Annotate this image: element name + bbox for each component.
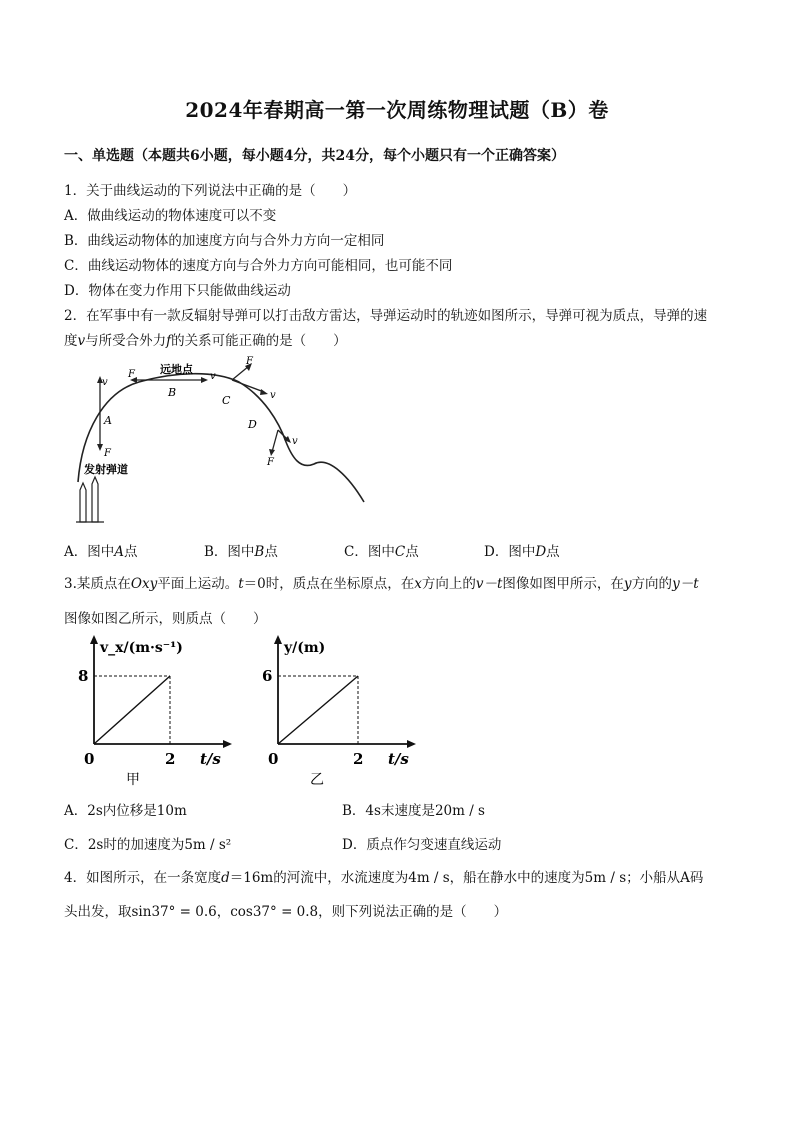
b-v-label: v <box>210 371 216 382</box>
graph-yi-y-label: y/(m) <box>284 640 326 656</box>
c-f-label: F <box>246 356 253 367</box>
q2-option-c: C．图中C点 <box>344 544 419 560</box>
b-f-label: F <box>128 369 135 380</box>
graph-yi-y-tick: 6 <box>262 667 273 685</box>
q1-option-a: A．做曲线运动的物体速度可以不变 <box>64 208 277 224</box>
graph-yi-line <box>278 676 358 744</box>
graph-jia-x-tick: 2 <box>165 750 176 768</box>
graph-jia-x-label: t/s <box>200 750 221 768</box>
c-velocity-arrowhead <box>260 389 268 395</box>
q3-stem-line2: 图像如图乙所示，则质点（ ） <box>64 611 267 627</box>
d-f-label: F <box>267 457 274 468</box>
far-point-label: 远地点 <box>160 363 193 376</box>
q2-stem-line1: 2．在军事中有一款反辐射导弹可以打击敌方雷达，导弹运动时的轨迹如图所示，导弹可视为质点，导弹的速 <box>64 308 708 324</box>
point-d-label: D <box>248 418 257 431</box>
q2-option-d: D．图中D点 <box>484 544 560 560</box>
a-f-label: F <box>104 448 111 459</box>
q1-option-c: C．曲线运动物体的速度方向与合外力方向可能相同，也可能不同 <box>64 258 453 274</box>
graph-jia-y-arrowhead <box>90 635 98 644</box>
trajectory-curve <box>78 374 364 502</box>
graph-jia <box>68 632 238 792</box>
q1-option-b: B．曲线运动物体的加速度方向与合外力方向一定相同 <box>64 233 385 249</box>
point-a-label: A <box>104 414 112 427</box>
q3-option-a: A．2s内位移是10m <box>64 803 187 819</box>
graph-yi-x-tick: 2 <box>353 750 364 768</box>
graph-jia-y-label: v_x/(m·s⁻¹) <box>100 640 183 656</box>
c-force-arrow <box>232 366 249 380</box>
graph-jia-origin: 0 <box>84 750 95 768</box>
graph-yi-origin: 0 <box>268 750 279 768</box>
graph-jia-y-tick: 8 <box>78 667 89 685</box>
graph-jia-x-arrowhead <box>223 740 232 748</box>
graph-jia-caption: 甲 <box>126 772 140 788</box>
graph-jia-line <box>94 676 170 744</box>
d-force-arrowhead <box>269 449 275 456</box>
q4-stem-line1: 4．如图所示，在一条宽度d＝16m的河流中，水流速度为4m / s，船在静水中的速度为5m / s；小船从A码 <box>64 870 704 886</box>
c-velocity-arrow <box>232 380 264 392</box>
q2-stem-line2: 度v与所受合外力f的关系可能正确的是（ ） <box>64 333 347 349</box>
q3-option-d: D．质点作匀变速直线运动 <box>342 837 502 853</box>
point-b-label: B <box>168 386 177 399</box>
missile-icon-right <box>92 477 98 522</box>
q3-option-b: B．4s末速度是20m / s <box>342 803 485 819</box>
q3-stem-line1: 3.某质点在Oxy平面上运动。t＝0时，质点在坐标原点，在x方向上的v－t图像如图甲所示，在y方向的y－t <box>64 576 699 592</box>
graph-yi-y-arrowhead <box>274 635 282 644</box>
page-title: 2024年春期高一第一次周练物理试题（B）卷 <box>185 98 609 122</box>
graph-yi-x-arrowhead <box>407 740 416 748</box>
q4-stem-line2: 头出发，取sin37° = 0.6，cos37° = 0.8，则下列说法正确的是（ ） <box>64 904 508 920</box>
q1-stem: 1．关于曲线运动的下列说法中正确的是（ ） <box>64 183 357 199</box>
a-force-arrowhead <box>97 444 103 451</box>
q2-option-a: A．图中A点 <box>64 544 138 560</box>
b-velocity-arrowhead <box>201 377 208 383</box>
missile-trajectory-figure <box>64 352 369 530</box>
graph-yi-caption: 乙 <box>310 772 324 788</box>
q2-option-b: B．图中B点 <box>204 544 278 560</box>
d-force-arrow <box>272 430 278 452</box>
a-v-label: v <box>102 377 108 388</box>
d-v-label: v <box>292 436 298 447</box>
launch-trajectory-label: 发射弹道 <box>84 463 128 476</box>
q3-option-c: C．2s时的加速度为5m / s² <box>64 837 232 853</box>
section-heading: 一、单选题（本题共6小题，每小题4分，共24分，每个小题只有一个正确答案） <box>64 148 565 164</box>
q1-option-d: D．物体在变力作用下只能做曲线运动 <box>64 283 291 299</box>
missile-icon-left <box>80 483 86 522</box>
graph-yi <box>252 632 422 792</box>
c-v-label: v <box>270 390 276 401</box>
point-c-label: C <box>222 394 231 407</box>
graph-yi-x-label: t/s <box>388 750 409 768</box>
